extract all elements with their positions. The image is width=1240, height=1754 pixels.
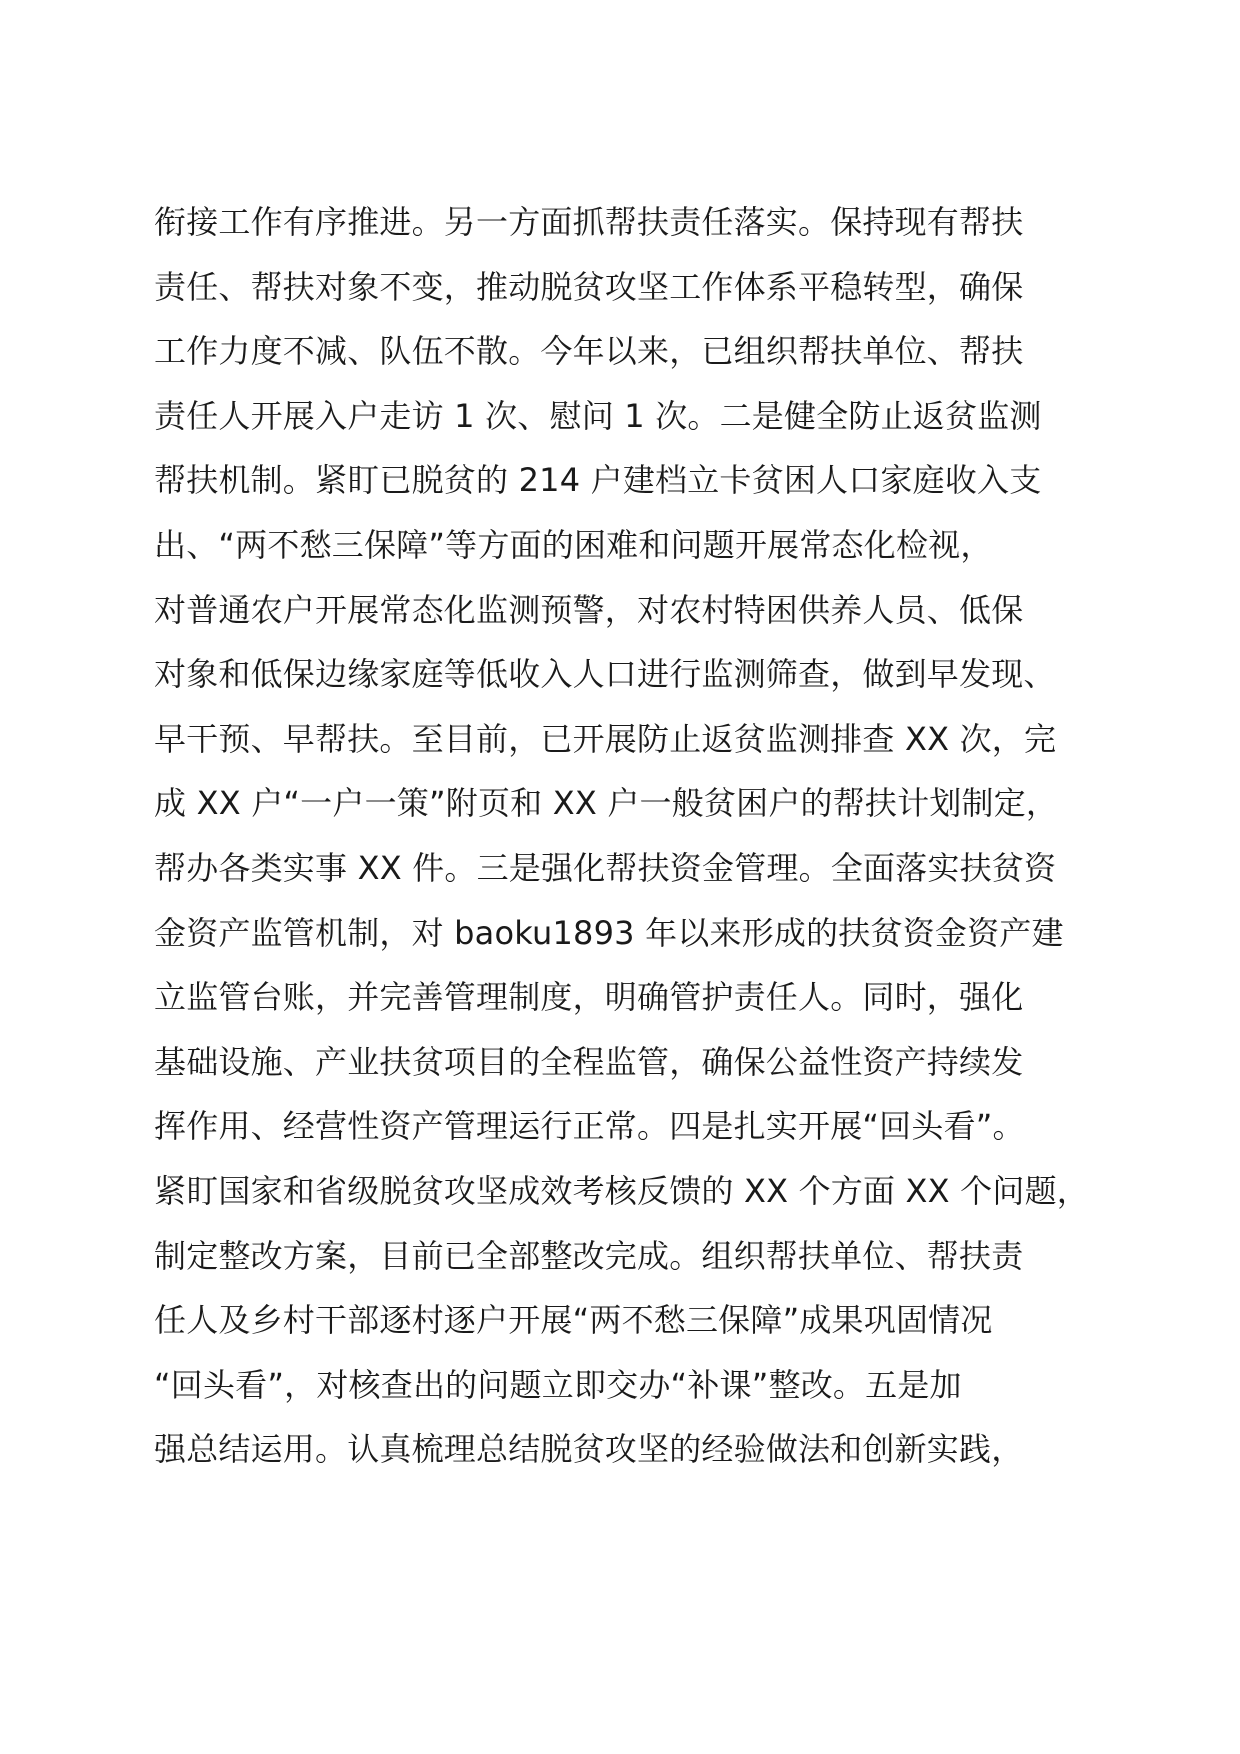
text-line: 强总结运用。认真梳理总结脱贫攻坚的经验做法和创新实践，: [154, 1430, 1024, 1469]
text-line: 紧盯国家和省级脱贫攻坚成效考核反馈的 XX 个方面 XX 个问题，: [154, 1171, 1089, 1210]
text-line: 出、“两不愁三保障”等方面的困难和问题开展常态化检视，: [154, 525, 993, 564]
text-line: 帮扶机制。紧盯已脱贫的 214 户建档立卡贫困人口家庭收入支: [154, 461, 1042, 500]
text-line: 工作力度不减、队伍不散。今年以来，已组织帮扶单位、帮扶: [154, 332, 1024, 371]
text-line: 衔接工作有序推进。另一方面抓帮扶责任落实。保持现有帮扶: [154, 203, 1024, 241]
text-line: 责任人开展入户走访 1 次、慰问 1 次。二是健全防止返贫监测: [154, 396, 1042, 435]
text-line: 基础设施、产业扶贫项目的全程监管，确保公益性资产持续发: [154, 1042, 1024, 1081]
text-line: 成 XX 户“一户一策”附页和 XX 户一般贫困户的帮扶计划制定，: [154, 784, 1059, 823]
text-line: 对普通农户开展常态化监测预警，对农村特困供养人员、低保: [154, 590, 1024, 629]
text-line: 早干预、早帮扶。至目前，已开展防止返贫监测排查 XX 次，完: [154, 719, 1057, 758]
text-line: 制定整改方案，目前已全部整改完成。组织帮扶单位、帮扶责: [154, 1236, 1024, 1275]
text-line: 帮办各类实事 XX 件。三是强化帮扶资金管理。全面落实扶贫资: [154, 848, 1057, 887]
text-line: 任人及乡村干部逐村逐户开展“两不愁三保障”成果巩固情况: [154, 1301, 993, 1340]
body-text: [154, 190, 1114, 1482]
text-line: “回头看”，对核查出的问题立即交办“补课”整改。五是加: [154, 1365, 962, 1404]
text-line: 金资产监管机制，对 baoku1893 年以来形成的扶贫资金资产建: [154, 913, 1064, 952]
text-line: 责任、帮扶对象不变，推动脱贫攻坚工作体系平稳转型，确保: [154, 267, 1024, 306]
text-line: 挥作用、经营性资产管理运行正常。四是扎实开展“回头看”。: [154, 1107, 1025, 1146]
text-line: 立监管台账，并完善管理制度，明确管护责任人。同时，强化: [154, 978, 1024, 1017]
text-line: 对象和低保边缘家庭等低收入人口进行监测筛查，做到早发现、: [154, 655, 1056, 694]
